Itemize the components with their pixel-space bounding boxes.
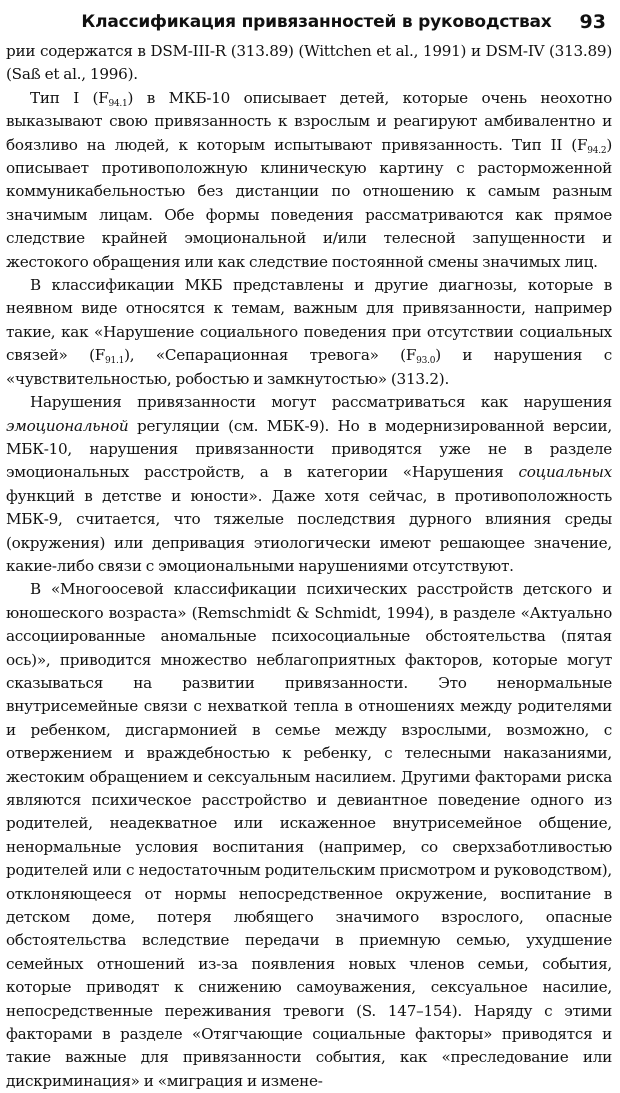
text-segment: рии содержатся в DSM-III-R (313.89) (Wittchen et al., 1991) и DSM-IV (313.89) (Saß et al., 1996).	[6, 42, 612, 84]
subscript-code: 91.1	[105, 356, 125, 367]
body-text	[6, 40, 612, 1093]
text-segment: ), «Сепарационная тревога» (F	[124, 346, 417, 365]
text-segment: ) описывает противоположную клиническую картину с расторможенной коммуникабельностью без дистанции по отношению к самым разным значимым лицам. Обе формы поведения рассматриваются как прямое следствие крайней эмоциональной и/или телесной запущенности и жестокого обращения или как следствие постоянной смены значимых лиц.	[6, 135, 612, 271]
subscript-code: 93.0	[416, 356, 436, 367]
subscript-code: 94.2	[587, 145, 607, 156]
text-segment: ) в МКБ-10 описывает детей, которые очень неохотно выказывают свою привязанность к взрослым и реагируют амбивалентно и боязливо на людей, к которым испытывают привязанность. Тип II (F	[6, 88, 612, 154]
text-segment: Нарушения привязанности могут рассматриваться как нарушения	[30, 393, 612, 412]
paragraph	[6, 578, 612, 1093]
page-number: 93	[579, 11, 606, 33]
text-segment: Тип I (F	[30, 88, 109, 107]
subscript-code: 94.1	[108, 98, 128, 109]
running-title: Классификация привязанностей в руководствах	[81, 12, 552, 32]
paragraph	[6, 274, 612, 391]
emphasis-text: эмоциональной	[6, 416, 129, 435]
paragraph	[6, 87, 612, 274]
text-segment: В «Многоосевой классификации психических расстройств детского и юношеского возраста» (Remschmidt & Schmidt, 1994), в разделе «Актуально ассоциированные аномальные психосоциальные обстоятельства (пятая ось)», приводится множество неблагоприятных факторов, которые могут сказываться на развитии привязанности. Это ненормальные внутрисемейные связи с нехваткой тепла в отношениях между родителями и ребенком, дисгармонией в семье между взрослыми, возможно, с отвержением и враждебностью к ребенку, с телесными наказаниями, жестоким обращением и сексуальным насилием. Другими факторами риска являются психическое расстройство и девиантное поведение одного из родителей, неадекватное или искаженное внутрисемейное общение, ненормальные условия воспитания (например, со сверхзаботливостью родителей или с недостаточным родительским присмотром и руководством), отклоняющееся от нормы непосредственное окружение, воспитание в детском доме, потеря любящего значимого взрослого, опасные обстоятельства вследствие передачи в приемную семью, ухудшение семейных отношений из-за появления новых членов семьи, события, которые приводят к снижению самоуважения, сексуальное насилие, непосредственные переживания тревоги (S. 147–154). Наряду с этими факторами в разделе «Отягчающие социальные факторы» приводятся и такие важные для привязанности события, как «преследование или дискриминация» и «миграция и измене-	[6, 580, 612, 1090]
emphasis-text: социальных	[518, 463, 612, 482]
text-segment: регуляции (см. МБК-9). Но в модернизированной версии, МБК-10, нарушения привязанности приводятся уже не в разделе эмоциональных расстройств, а в категории «Нарушения	[6, 416, 612, 482]
text-segment: функций в детстве и юности». Даже хотя сейчас, в противоположность МБК-9, считается, что тяжелые последствия дурного влияния среды (окружения) или депривация этиологически имеют решающее значение, какие-либо связи с эмоциональными нарушениями отсутствуют.	[6, 486, 612, 575]
text-segment: ) и нарушения с «чувствительностью, робостью и замкнутостью» (313.2).	[6, 346, 612, 388]
paragraph	[6, 40, 612, 87]
paragraph	[6, 391, 612, 578]
text-segment: В классификации МКБ представлены и другие диагнозы, которые в неявном виде относятся к темам, важным для привязанности, например такие, как «Нарушение социального поведения при отсутствии социальных связей» (F	[6, 276, 612, 365]
page-header	[6, 0, 612, 36]
